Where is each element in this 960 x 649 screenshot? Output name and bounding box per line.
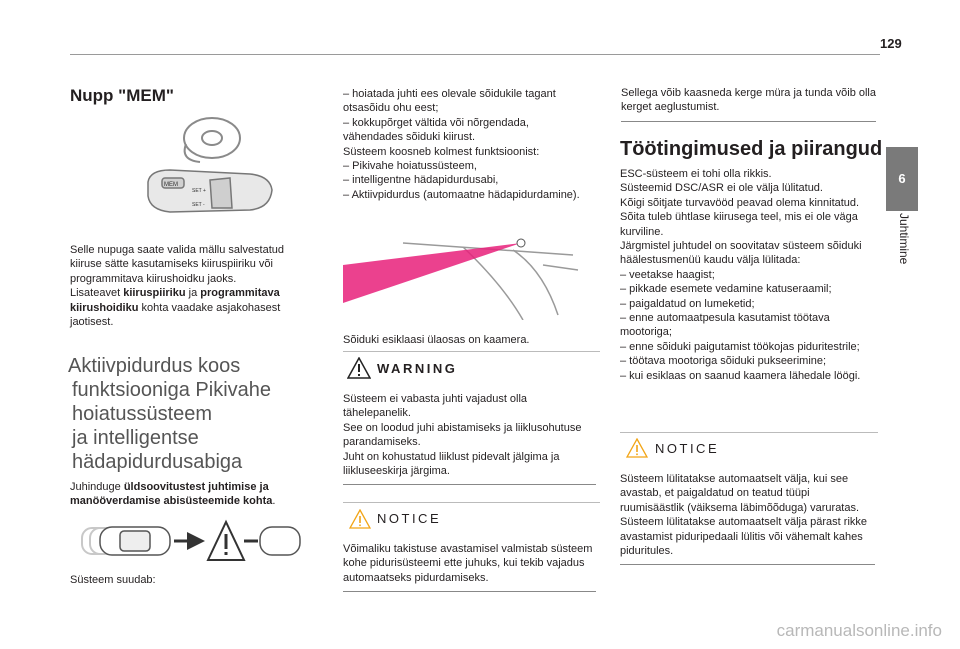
camera-caption: Sõiduki esiklaasi ülaosas on kaamera. <box>343 334 530 346</box>
lever-label-set-plus: SET + <box>192 188 206 194</box>
notice-top-rule <box>343 502 600 503</box>
camera-icon <box>517 239 525 247</box>
top-divider <box>70 54 880 55</box>
camera-beam <box>343 243 521 303</box>
page-number: 129 <box>880 36 902 51</box>
section-heading-line: hoiatussüsteem <box>72 403 213 425</box>
conditions-list: ESC-süsteem ei tohi olla rikkis. Süsteemid DSC/ASR ei ole välja lülitatud. Kõigi sõitjate turvavööd peavad olema kinnitatud. Sõita tuleb ühtlase kiirusega teel, mis ei ole väga kurviline. Järgmistel juhtudel on soovitatav süsteem sõiduki häälestusmenüü kaudu välja lülitada: – veetakse haagist; – pikkade esemete vedamine katuseraamil; – paigaldatud on lumeketid; – enne automaatpesula kasutamist töötava mootoriga; – enne sõiduki paigutamist töökojas piduritestrile; – töötava mootoriga sõiduki pukseerimine; – kui esiklaas on saanud kaamera lähedale löögi. <box>620 168 862 382</box>
conditions-heading: Töötingimused ja piirangud <box>620 138 883 160</box>
warning-box: Süsteem ei vabasta juhti vajadust olla tähelepanelik. See on loodud juhi abistamiseks ja liiklusohutuse parandamiseks. Juht on kohustatud liiklust pidevalt jälgima ja liikluseeskirja järgima. <box>343 392 596 485</box>
chapter-title: Juhtimine <box>897 213 911 265</box>
chapter-tab[interactable]: 6 <box>886 147 918 211</box>
warning-top-rule <box>343 351 600 352</box>
car-icon <box>260 527 300 555</box>
section-heading-line: hädapidurdusabiga <box>72 451 243 473</box>
section-heading-line: ja intelligentse <box>72 427 199 449</box>
collision-illustration <box>78 516 303 566</box>
mem-lever-illustration <box>140 112 290 230</box>
notice-box: Võimaliku takistuse avastamisel valmistab süsteem kohe pidurisüsteemi ette juhuks, kui tekib vajadus automaatseks pidurdamiseks. <box>343 542 596 592</box>
mem-heading: Nupp "MEM" <box>70 86 174 105</box>
guide-reference: Juhinduge üldsoovitustest juhtimise ja manööverdamise abisüsteemide kohta. <box>70 481 276 508</box>
section-heading <box>68 354 318 474</box>
notice-title: NOTICE <box>377 511 442 526</box>
notice-triangle-icon <box>349 509 371 529</box>
noise-box: Sellega võib kaasneda kerge müra ja tunda võib olla kerget aeglustumist. <box>621 80 876 122</box>
mem-reference: Lisateavet kiiruspiiriku ja programmitava kiirushoidiku kohta vaadake asjakohasest jaotisest. <box>70 287 281 329</box>
notice-triangle-icon <box>626 438 648 458</box>
notice2-title: NOTICE <box>655 441 720 456</box>
warning-triangle-icon <box>208 522 244 560</box>
section-heading-line: funktsiooniga Pikivahe <box>72 379 272 401</box>
warning-title: WARNING <box>377 361 458 376</box>
lever-label-mem: MEM <box>164 182 178 188</box>
notice2-box: Süsteem lülitatakse automaatselt välja, kui see avastab, et paigaldatud on teatud tüüpi ruumisäästlik (väiksema läbimõõduga) varuratas. Süsteem lülitatakse automaatselt välja pärast rikke avastamist piduripedaali lülitis või vähemalt kahes piduritules. <box>620 472 875 565</box>
mem-description <box>70 243 305 329</box>
car-icon <box>100 527 170 555</box>
section-heading-line: Aktiivpidurdus koos <box>68 355 241 377</box>
stalk-lever-icon <box>148 170 272 212</box>
notice2-top-rule <box>620 432 878 433</box>
warning-triangle-icon <box>347 357 371 379</box>
steering-wheel-icon <box>184 118 240 162</box>
chapter-title-vertical <box>890 213 914 290</box>
lever-label-set-minus: SET - <box>192 202 205 208</box>
system-can: Süsteem suudab: <box>70 574 156 586</box>
watermark: carmanualsonline.info <box>776 621 942 640</box>
windshield-camera-illustration <box>343 225 583 320</box>
system-functions: – hoiatada juhti ees olevale sõidukile tagant otsasõidu ohu eest; – kokkupõrget vältida või nõrgendada, vähendades sõiduki kiirust. Süsteem koosneb kolmest funktsioonist: – Pikivahe hoiatussüsteem, – intelligentne hädapidurdusabi, – Aktiivpidurdus (automaatne hädapidurdamine). <box>343 88 580 201</box>
mem-paragraph: Selle nupuga saate valida mällu salvestatud kiiruse sätte kasutamiseks kiiruspiiriku või programmitava kiirushoidku jaoks. <box>70 244 285 285</box>
